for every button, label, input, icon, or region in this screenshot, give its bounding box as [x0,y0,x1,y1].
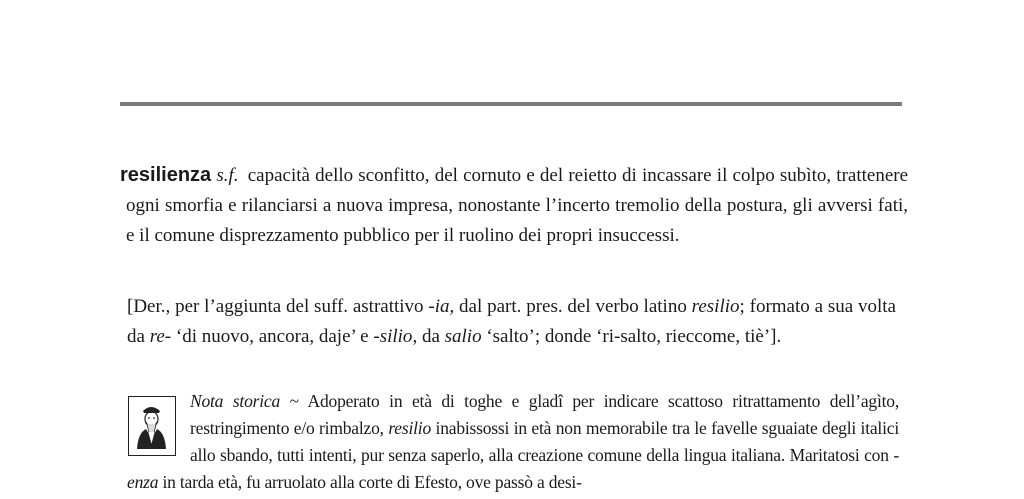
etymology-root: -silio [373,326,413,347]
etymology-text: [Der., per l’aggiunta del suff. astrattivo [127,296,429,317]
historical-note [127,388,899,496]
dictionary-entry [120,160,908,251]
etymology-text: ; formato a sua volta da [127,296,896,347]
note-suffix: -enza [127,445,899,492]
scholar-portrait-icon [128,396,176,456]
etymology-text: ‘di nuovo, ancora, daje’ e [171,326,374,347]
headword: resilienza [120,164,212,186]
etymology [127,292,896,352]
etymology-salio: salio [444,326,482,347]
part-of-speech: s.f. [216,165,239,186]
note-latin-word: resilio [388,418,432,438]
etymology-text: , da [412,326,445,347]
note-text: inabissossi in età non memorabile tra le favelle sguaiate degli italici allo sbando, tutti intenti, pur senza saperlo, alla creazione comune della lingua italiana. Maritatosi con [190,418,899,465]
note-text: ~ Adoperato in età di toghe e gladî per indicare scattoso ritrattamento dell’agìto, restringimento e/o rimbalzo, [190,391,900,438]
note-label: Nota storica [190,391,281,411]
header-rule [120,102,902,106]
etymology-suffix: -ia [428,296,450,317]
note-text: in tarda età, fu arruolato alla corte di Efesto, ove passò a desi- [158,472,582,492]
etymology-latin-verb: resilio [691,296,740,317]
etymology-prefix: re- [149,326,172,347]
etymology-text: , dal part. pres. del verbo latino [449,296,692,317]
etymology-text: ‘salto’; donde ‘ri-salto, rieccome, tiè’]. [481,326,782,347]
definition: capacità dello sconfitto, del cornuto e del reietto di incassare il colpo subìto, trattenere ogni smorfia e rilanciarsi a nuova impresa, nonostante l’incerto tremolio della postura, gli avversi fati, e il comune disprezzamento pubblico per il ruolino dei propri insuccessi. [126,165,909,246]
